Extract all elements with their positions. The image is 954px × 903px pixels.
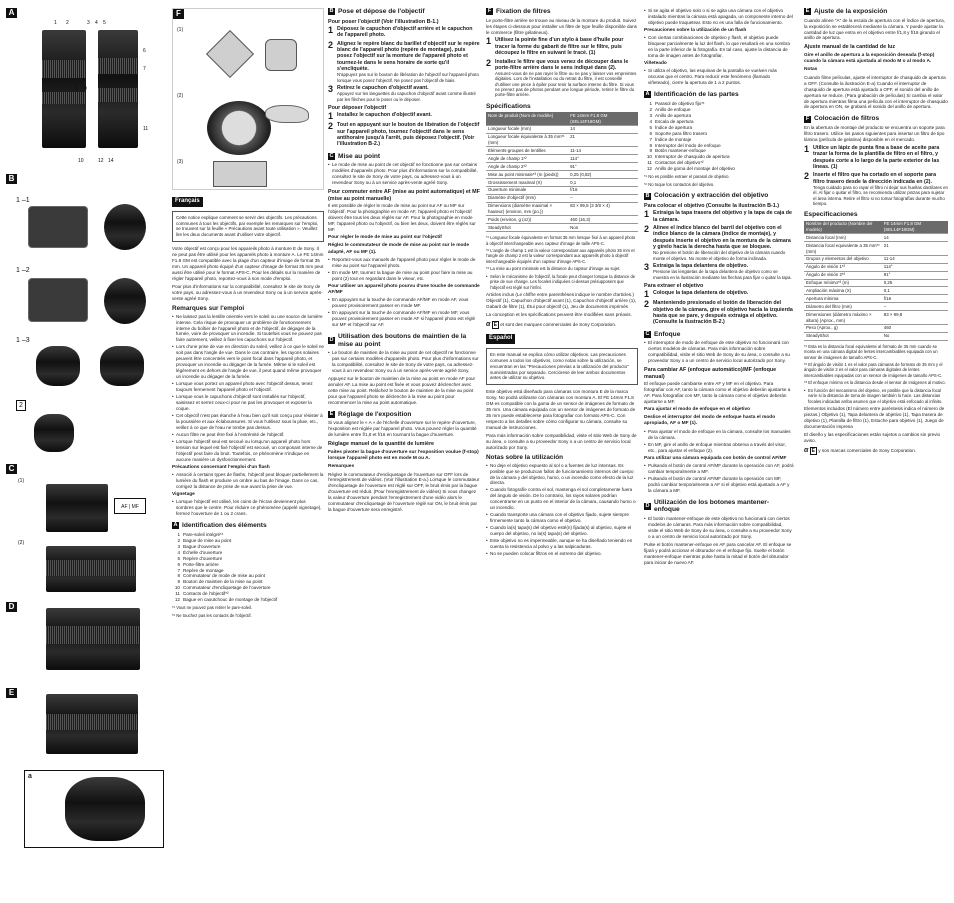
- list-item: • Pulsando el botón de control AF/MF durante la operación con MF, podrá cambiar temporalmente a AF si el objetivo está ajustado a AF y la cámara a MF.: [644, 476, 794, 494]
- list-item: 3 Retirez le capuchon d'objectif avant. Appuyez sur les languettes du capuchon d'objectif avant comme illustré par les flèches pour le poser ou le déposer.: [328, 84, 476, 102]
- aperture-click-switch-drawing: [65, 777, 145, 841]
- list-item: 2 Tout en appuyant sur le bouton de libération de l'objectif sur l'appareil photo, tournez l'objectif dans le sens antihoraire jusqu'à l'arrêt, puis déposez l'objectif. (Voir l'illustration B-2.): [328, 121, 480, 148]
- lens-attach-drawing: [104, 204, 146, 250]
- spec-table-es: [804, 221, 948, 341]
- notes-list-es-7: • Si se agita el objetivo solo o si se agita una cámara con el objetivo instalado mientras la cámara está apagada, un componente interno del objetivo puede traquetear. Esto no es una falla de funcionamiento.: [644, 8, 794, 26]
- flash-text-es: • Con ciertas combinaciones de objetivo y flash, el objetivo puede bloquear parcialmente la luz del flash, lo que resultará en una sombra en la parte inferior de la fotografía. En tal caso, ajuste la distancia de toma de imagen antes de fotografiar.: [644, 35, 794, 59]
- filter-cut-drawing: [265, 39, 297, 71]
- parts-note-es-1: *¹ No es posible extraer el parasol de objetivo.: [644, 174, 730, 180]
- figure-c-label: C: [6, 464, 17, 474]
- af-mf-label: AF | MF: [121, 504, 139, 510]
- lens-focus-ring-drawing: [46, 546, 136, 592]
- focus-heading-fr: C Mise au point: [329, 152, 381, 160]
- focus-text-es: • El interruptor de modo de enfoque de este objetivo no funcionará con ciertos modelos de cámaras. Para más información sobre compatibilidad, visite el sitio Web de Sony de su área, o consulte a su proveedor Sony o a un centro de servicio local autorizado por Sony.: [644, 340, 794, 364]
- filter-template-sheet: [213, 161, 267, 187]
- focus-heading-es: C Enfoque: [645, 330, 681, 338]
- list-item: 1 Installez le capuchon d'objectif avant.: [328, 111, 432, 122]
- mount-subheading-fr: Pour poser l'objectif (Voir l'illustration B-1.): [328, 18, 439, 25]
- list-item: • Cuando fotografíe contra el sol, mantenga el sol completamente fuera del ángulo de visión. De lo contrario, los rayos solares podrían concentrarse en un punto en el interior de la cámara, causando humo o un incendio.: [486, 487, 638, 511]
- callout-2: 2: [66, 20, 69, 26]
- table-row: Nombre del producto (Nombre del modelo) FE 14mm F1.8 GM (SEL14F18GM): [804, 221, 948, 234]
- table-row: SteadyShot Non: [486, 224, 638, 232]
- included-items-fr: Articles inclus (Le chiffre entre parenthèses indique le nombre d'articles.) Objectif (1), Capuchon d'objectif avant (1), Capuchon d'objectif arrière (1), Gabarit de filtre (1), Étui pour objectif (1), Jeu de documents imprimés: [486, 292, 637, 310]
- list-item: 5 Repère d'ouverture: [177, 555, 223, 561]
- af-mf-heading-fr: Pour commuter entre AF (mise au point automatique) et MF (mise au point manuelle): [328, 189, 480, 202]
- figure-d-label: D: [6, 602, 17, 612]
- language-banner-spanish: Español: [486, 334, 515, 344]
- intro-note-box-es: En este manual se explica cómo utilizar objetivos. Las precauciones comunes a todos los objetivos, como notas sobre la utilización, se encuentran en las "Precauciones previas a la utilización del producto" suministradas por separado. Cerciórese de leer ambos documentos antes de utilizar su objetivo.: [486, 348, 638, 385]
- lens-cap-drawing: [34, 414, 74, 452]
- figure-f2-label: (2): [177, 93, 184, 99]
- hold-text-fr-2: Appuyez sur le bouton de maintien de la mise au point en mode AF pour annuler AF. La mise au point est fixée et vous pouvez déclencher avec cette mise au point. Relâchez le bouton de maintien de la mise au point pour que l'appareil photo se déclenche à la mise au point pour recommencer la mise au point automatique.: [328, 375, 476, 405]
- table-row: Enfoque mínimo*³ (m) 0,25: [804, 279, 948, 287]
- manual-light-text-fr: Réglez le commutateur d'encliquetage de l'ouverture sur OFF lors de l'enregistrement de vidéos. (Voir l'illustration E-a.) Lorsque le commutateur d'encliquetage de l'ouverture est réglé sur OFF, le bruit émis par la bague d'ouverture est réduit. (Pour l'enregistrement de vidéos) Si vous changez la valeur d'ouverture pendant l'enregistrement d'une vidéo alors le commutateur d'encliquetage de l'ouverture réglé sur ON, le bruit émis par la bague d'ouverture sera enregistré.: [328, 471, 480, 513]
- figure-b1-label: 1 –1: [16, 197, 30, 204]
- callout-14: 14: [108, 158, 114, 164]
- flash-heading-es: Precauciones sobre la utilización de un flash: [644, 27, 747, 33]
- lens-focus-setting-bold-es: Deslice el interruptor del modo de enfoque hasta el modo apropiado, AF o MF (1).: [644, 415, 776, 427]
- table-row: Ángulo de visión 1*² 114°: [804, 263, 948, 271]
- manual-light-heading-fr: Réglage manuel de la quantité de lumière: [328, 441, 435, 448]
- list-item: 11 Contacts de l'objectif*²: [175, 591, 229, 597]
- hold-text-es-2: Pulse el botón mantener-enfoque en AF para cancelar AF. El enfoque se fijará y podrá accionar el obturador en el enfoque fijo. Suelte el botón mantener-enfoque mientras pulse hasta la mitad el botón del obturador para iniciar de nuevo AF.: [644, 541, 792, 565]
- table-row: Angle de champ 1*² 114°: [486, 155, 638, 163]
- figure-f: [172, 8, 324, 190]
- callout-8: 8: [75, 86, 78, 92]
- table-row: SteadyShot No: [804, 332, 948, 340]
- list-item: 10 Interruptor de chasquido de apertura: [646, 154, 730, 160]
- list-item: • Para ajustar el modo de enfoque en la cámara, consulte los manuales de la cámara.: [644, 429, 794, 441]
- list-item: 1 Utilisez la pointe fine d'un stylo à base d'huile pour tracer la forme du gabarit de filtre sur le filtre, puis découpez le filtre en suivant le tracé. (1): [486, 36, 624, 57]
- table-row: Diamètre d'objectif (mm) –: [486, 194, 638, 202]
- table-row: Éléments-groupes de lentilles 11-14: [486, 147, 638, 155]
- list-item: 3 Anillo de apertura: [649, 112, 692, 118]
- mount-heading-fr: B Pose et dépose de l'objectif: [329, 8, 425, 15]
- parts-note-fr-1: *¹ Vous ne pouvez pas retirer le pare-soleil.: [172, 605, 253, 611]
- figure-f3-label: (3): [177, 159, 184, 165]
- parts-heading-fr: A Identification des éléments: [173, 522, 267, 530]
- figure-b4-label: 2: [16, 400, 26, 411]
- list-item: 2 Installez le filtre que vous venez de découper dans le porte-filtre arrière dans le sens indiqué dans (2). Assurez-vous de ne pas rayer le filtre ou ne pas y laisser vos empreintes digitales. Lors de l'installation ou du retrait du filtre, il est conseillé d'utiliser une pince à épiler pour tenir la surface interne du filtre. Si vous ne prenez pas de photos pendant une longue période, retirez le filtre du porte-filtre arrière.: [486, 57, 637, 98]
- unmount-steps-fr: [328, 112, 480, 147]
- list-item: 1 Utilice un lápiz de punta fina a base de aceite para trazar la forma de la plantilla de filtro en el filtro, y después corte a lo largo de la parte exterior de las líneas. (1): [804, 143, 940, 170]
- e-mount-logo-es: E: [811, 447, 815, 454]
- hold-heading-es: D Utilización de los botones mantener-enfoque: [645, 498, 770, 514]
- manual-light-heading-es: Ajuste manual de la cantidad de luz: [804, 44, 896, 51]
- table-row: Distancia focal (mm) 14: [804, 234, 948, 242]
- filter-heading-fr: F Fixation de filtres: [487, 8, 551, 15]
- intro-text-fr: Votre objectif est conçu pour les appareils photo à monture E de Sony. Il ne peut pas être utilisé pour les appareils photo à monture A. Le FE 14mm F1.8 GM est compatible avec la plage d'un capteur d'image de format 35 mm. Un appareil photo équipé d'un capteur d'image de format 35 mm peut aussi être utilisé pour le format APS-C. Pour les détails sur la manière de régler l'appareil photo, reportez-vous à son mode d'emploi.: [172, 246, 324, 282]
- callout-7: 7: [143, 66, 146, 72]
- hold-text-es: • El botón mantener-enfoque de este objetivo no funcionará con ciertos modelos de cámaras. Para más información sobre compatibilidad, visite el sitio Web de Sony de su área, o consulte a su proveedor Sony o a un centro de servicio local autorizado por Sony.: [644, 516, 794, 540]
- filter-steps-es: [804, 145, 948, 206]
- list-item: 6 Porte-filtre arrière: [177, 561, 219, 567]
- figure-b2-label: 1 –2: [16, 267, 30, 274]
- list-item: 1 Déposez le capuchon d'objectif arrière et le capuchon de l'appareil photo.: [328, 25, 473, 39]
- list-item: 2 Inserte el filtro que ha cortado en el soporte para filtro trasero desde la dirección indicada en (2). Tenga cuidado para no rayar el filtro ni dejar sus huellas dactilares en él. Al fijar o quitar el filtro, se recomienda utilizar pinzas para sujetar el área interna. Retire el filtro si no tomar fotografías durante mucho tiempo.: [804, 171, 948, 206]
- figure-e-a-box: [24, 770, 164, 848]
- spec-note-fr-3: *³ La mise au point minimale est la distance du capteur d'image au sujet.: [486, 266, 621, 272]
- language-banner-french: Français: [172, 197, 203, 207]
- list-item: 1 Parasol de objetivo fijo*¹: [649, 100, 705, 106]
- figure-e: [6, 688, 166, 850]
- list-item: • Lorsque vous le capuchons d'objectif sont installés sur l'objectif, saisissez et serrez ceux-ci pour ne pas les provoquer et exposer la coque.: [172, 394, 324, 412]
- list-item: • Lorsque l'objectif seul est secoué ou lorsqu'un appareil photo hors tension sur lequel est fixé l'objectif est secoué, un composant interne de l'objectif peut faire du bruit. Toutefois, ce phénomène n'indique en aucune manière un dysfonctionnement.: [172, 439, 324, 463]
- list-item: 8 Commutateur de mode de mise au point: [177, 573, 265, 579]
- spec-note-es-1: *¹ Esta es la distancia focal equivalente al formato de 35 mm cuando se monta en una cámara digital de lentes intercambiables equipada con un sensor de imágenes de tamaño APS-C.: [804, 343, 938, 360]
- lens-drawing-front: [42, 30, 86, 148]
- list-item: • Cuando la(s) tapa(s) del objetivo esté(n) fijada(s) al objetivo, sujete el cuerpo del objetivo, no la(s) tapa(s) del objetivo.: [486, 525, 638, 537]
- front-cap-drawing-2: [100, 346, 144, 386]
- table-row: Ángulo de visión 2*² 91°: [804, 271, 948, 279]
- list-item: 3 Extraiga la tapa delantera de objetivo. Presione las lengüetas de la tapa delantera de objetivo como se muestra en la ilustración mediante las flechas para fijar o quitar la tapa.: [644, 261, 792, 280]
- af-mf-text-fr: Il est possible de régler le mode de mise au point sur AF ou MF sur l'objectif. Pour la photographie en mode AF, l'appareil photo et l'objectif doivent être tous les deux réglés sur AF. Pour la photographie en mode MF, l'appareil photo ou l'objectif, ou bien les deux, doivent être réglés sur MF.: [328, 203, 476, 233]
- callout-4: 4: [95, 20, 98, 26]
- lens-aperture-ring-drawing: [46, 694, 138, 754]
- list-item: 10 Commutateur d'encliquetage de l'ouverture: [174, 585, 271, 591]
- list-item: • Ne laissez pas la lentille orientée vers le soleil ou une source de lumière intense. Cela risque de provoquer un problème de fonctionnement interne du boîtier de l'appareil photo et de l'objectif, de dégager de la fumée, voire de provoquer un incendie. Si toutefois vous ne pouvez pas faire autrement, veillez à fixer les capuchons sur l'objectif.: [172, 314, 324, 344]
- figure-a-label: A: [6, 8, 17, 18]
- af-mf-switch-detail: [114, 498, 146, 514]
- lens-focus-setting-bold-fr: Réglez le commutateur de mode de mise au point sur le mode adapté, AF ou MF (1).: [328, 243, 470, 255]
- table-row: Ampliación máxima (X) 0,1: [804, 287, 948, 295]
- hold-heading-fr: D Utilisation des boutons de maintien de la mise au point: [329, 332, 467, 348]
- table-row: Grupos y elementos del objetivo 11-14: [804, 255, 948, 263]
- figure-a: [6, 8, 166, 170]
- list-item: 5 Índice de apertura: [649, 124, 693, 130]
- list-item: 8 Interruptor del modo de enfoque: [649, 142, 721, 148]
- callout-6: 6: [143, 48, 146, 54]
- figure-d: [6, 602, 166, 684]
- callout-3: 3: [87, 20, 90, 26]
- remarks-heading-fr: Remarques sur l'emploi: [172, 304, 245, 312]
- list-item: 7 Repère de montage: [177, 567, 224, 573]
- notes-list-es: [486, 463, 638, 558]
- filter-heading-es: F Colocación de filtros: [805, 115, 880, 123]
- af-mf-button-heading-es: Para utilizar una cámara equipada con botón de control AF/MF: [644, 455, 787, 461]
- mount-steps-es: [644, 210, 794, 280]
- unmount-subheading-es: Para extraer el objetivo: [644, 282, 704, 289]
- mount-subheading-es: Para colocar el objetivo (Consulte la ilustración B-1.): [644, 202, 780, 209]
- lens-detach-drawing: [104, 278, 146, 324]
- table-row: Dimensions (diamètre maximal × hauteur) (environ, mm (po.)) 83 × 99,8 (3 3/8 × 4): [486, 202, 638, 216]
- hold-text-fr: • Le bouton de maintien de la mise au point de cet objectif ne fonctionne pas sur certains modèles d'appareils photo. Pour plus d'informations sur la compatibilité, consultez le site de Sony de votre pays, ou adressez-vous à un revendeur Sony ou à un service après-vente agréé Sony.: [328, 350, 480, 374]
- spec-table-fr: [486, 112, 638, 232]
- figure-c2-label: (2): [18, 540, 25, 546]
- design-note-es: El diseño y las especificaciones están sujetos a cambios sin previo aviso.: [804, 432, 941, 444]
- spec-heading-fr: Spécifications: [486, 102, 531, 110]
- list-item: 2 Anillo de enfoque: [649, 106, 691, 112]
- vignetting-heading-fr: Vignetage: [172, 491, 195, 497]
- list-item: 3 Bague d'ouverture: [177, 543, 221, 549]
- exposure-heading-es: E Ajuste de la exposición: [805, 8, 888, 15]
- mount-steps-fr: [328, 26, 480, 102]
- list-item: • No deje el objetivo expuesto al sol o a fuentes de luz intensas. Es posible que se produzcan fallos de funcionamiento internos del cuerpo de la cámara y del objetivo, humo, o un incendio como efecto de la luz directa.: [486, 463, 638, 487]
- list-item: 1 Extraiga la tapa trasera del objetivo y la tapa de caja de la cámara.: [644, 209, 792, 223]
- exposure-text-fr: Si vous alignez le « A » de l'échelle d'ouverture sur le repère d'ouverture, l'exposition est réglée par l'appareil photo. Vous pouvez régler la quantité de lumière entre f/1,8 et f/16 en tournant la bague d'ouverture.: [328, 420, 477, 438]
- vignetting-text-fr: • Lorsque l'objectif est utilisé, les coins de l'écran deviennent plus sombres que le centre. Pour réduire ce phénomène (appelé vignetage), fermez l'ouverture de 1 ou 2 crans.: [172, 499, 324, 517]
- filter-text-fr: Le porte-filtre arrière se trouve au niveau de la monture du produit. Suivez les étapes ci-dessous pour installer un filtre de type feuille disponible dans le commerce (filtre gélatineux).: [486, 17, 637, 35]
- manual-light-remarks-es: Notas: [804, 67, 818, 73]
- intro-text-es: Este objetivo está diseñado para cámaras con montura E de la marca Sony. No podrá utilizarse con cámaras con montura A. El FE 14mm F1.8 GM es compatible con la gama de un sensor de imágenes de formato de 35 mm. Una cámara equipada con un sensor de imágenes de formato de 35 mm puede establecerse para fotografiar con formato APS-C. Con respecto a los detalles sobre cómo configurar su cámara, consulte su manual de instrucciones.: [486, 389, 636, 430]
- focus-text-fr: • Le mode de mise au point de cet objectif ne fonctionne pas sur certains modèles d'appareils photo. Pour plus d'informations sur la compatibilité, consultez le site de Sony de votre pays, ou adressez-vous à un revendeur Sony ou à un service après-vente agréé Sony.: [328, 162, 480, 186]
- callout-9: 9: [84, 86, 87, 92]
- filter-text-es: En la abertura de montaje del producto se encuentra un soporte para filtro trasero. Utilice los pasos siguientes para insertar un filtro de tipo lámina (película de gelatina) disponible en el mercado.: [804, 125, 945, 142]
- manual-light-bold-es: Gire el anillo de apertura a la exposición deseada (f-stop) cuando la cámara está ajustada al modo M o al modo A.: [804, 52, 935, 65]
- list-item: 4 Escala de apertura: [649, 118, 694, 124]
- intro-text-es-2: Para más información sobre compatibilidad, visite el sitio Web de Sony de su área, o consulte a su proveedor Sony o a un centro de servicio local autorizado por Sony.: [486, 432, 637, 450]
- callout-5: 5: [103, 20, 106, 26]
- remarks-list-fr: [172, 314, 324, 463]
- manual-light-remarks-fr: Remarques: [328, 464, 355, 470]
- list-item: 2 Alinee el índice blanco del barril del objetivo con el índice blanco de la cámara (índice de montaje), y después inserte el objetivo en la montura de la cámara y gírelo hacia la derecha hasta que se bloquee. No presione el botón de liberación del objetivo de la cámara cuando monte el objetivo. No monte el objetivo de forma inclinada.: [644, 224, 791, 261]
- lens-rear-drawing: [207, 101, 271, 155]
- list-item: • Reportez-vous aux manuels de l'appareil photo pour régler le mode de mise au point sur l'appareil photo.: [328, 257, 480, 269]
- list-item: 12 Anillo de goma del montaje del objetivo: [646, 166, 735, 172]
- flash-text-fr: • Associé à certains types de flashs, l'objectif peut bloquer partiellement la lumière du flash et produire un ombre au bas de l'image. Dans ce cas, corrigez la distance de prise de vue avant la prise de vue.: [172, 472, 324, 490]
- list-item: • Cet objectif n'est pas étanche à l'eau bien qu'il soit conçu pour résister à la poussière et aux éclaboussures. Si vous l'utilisez sous la pluie, etc., veillez à ce que de l'eau ne tombe pas dessus.: [172, 413, 324, 431]
- list-item: 9 Bouton de maintien de la mise au point: [177, 579, 263, 585]
- callout-12: 12: [98, 158, 104, 164]
- figure-c1-label: (1): [18, 478, 25, 484]
- list-item: 6 Soporte para filtro trasero: [649, 130, 708, 136]
- spec-note-es-3: *³ El enfoque mínimo es la distancia desde el sensor de imágenes al motivo.: [804, 380, 946, 386]
- filter-steps-fr: [486, 37, 638, 97]
- callout-1: 1: [54, 20, 57, 26]
- figure-b-label: B: [6, 174, 17, 184]
- intro-note-box-fr: Cette notice explique comment se servir des objectifs. Les précautions communes à tous les objectifs, par exemple les remarques sur l'emploi, se trouvent sur la feuille « Précautions avant toute utilisation ». Veuillez lire les deux documents avant d'utiliser votre objectif.: [172, 211, 324, 242]
- parts-note-fr-2: *² Ne touchez pas les contacts de l'objectif.: [172, 612, 252, 618]
- exposure-text-es: Cuando alinee "A" de la escala de apertura con el índice de apertura, la exposición se establecerá mediante la cámara. Y puede ajustar la cantidad de luz que entra en el objetivo entre f/1,8 y f/16 girando el anillo de apertura.: [804, 17, 945, 41]
- included-items-es: Elementos incluidos (El número entre paréntesis indica el número de piezas.) Objetivo (1), Tapa delantera de objetivo (1), Tapa trasera de objetivo (1), Plantilla de filtro (1), Estuche para objetivo (1), Juego de documentación impresa: [804, 406, 945, 430]
- table-row: Longueur focale équivalente à 35 mm*¹ (mm) 21: [486, 133, 638, 147]
- flash-heading-fr: Précautions concernant l'emploi d'un flash: [172, 464, 270, 470]
- table-row: Mise au point minimale*³ (m (pieds)) 0,25 (0,82): [486, 171, 638, 179]
- list-item: • Pulsando el botón de control AF/MF durante la operación con AF, podrá cambiar temporalmente a MF.: [644, 463, 794, 475]
- list-item: • Aucun filtre ne peut être fixé à l'extrémité de l'objectif.: [172, 432, 324, 438]
- list-item: 2 Manteniendo presionado el botón de liberación del objetivo de la cámara, gire el objetivo hacia la izquierda hasta que se pare, y después extraiga el objetivo. (Consulte la ilustración B-2.): [644, 299, 793, 326]
- spec-heading-es: Especificaciones: [804, 211, 858, 219]
- spanish-column-2: [804, 8, 948, 457]
- unmount-subheading-fr: Pour déposer l'objectif: [328, 104, 387, 111]
- table-row: Nom de produit (Nom de modèle) FE 14mm F1.8 GM (SEL14F18GM): [486, 112, 638, 125]
- table-row: Distancia focal equivalente a 35 mm*¹ (mm) 21: [804, 242, 948, 256]
- figure-e-label: E: [6, 688, 17, 698]
- spec-note-fr-1: *¹ Longueur focale équivalente en format 35 mm lorsque fixé à un appareil photo à objectif interchangeable avec capteur d'image de taille APS-C.: [486, 235, 636, 246]
- intro-text-fr-2: Pour plus d'informations sur la compatibilité, consultez le site de Sony de votre pays, ou adressez-vous à un revendeur Sony ou à un service après-vente agréé Sony.: [172, 283, 323, 301]
- list-item: • Este objetivo no es impermeable, aunque se ha diseñado teniendo en cuenta la resistencia al polvo y a las salpicaduras.: [486, 538, 638, 550]
- tweezers-drawing: [265, 105, 309, 123]
- table-row: Longueur focale (mm) 14: [486, 125, 638, 133]
- list-item: • Cuando transporte una cámara con el objetivo fijado, sujete siempre firmemente tanto la cámara como el objetivo.: [486, 512, 638, 524]
- front-cap-drawing: [36, 346, 80, 386]
- callout-10: 10: [78, 158, 84, 164]
- af-mf-text-es: El enfoque puede cambiarse entre AF y MF en el objetivo. Para fotografiar con AF, tanto la cámara como el objetivo deberán ajustarse a AF. Para fotografiar con MF, tanto la cámara como el objetivo deberán ajustarse a MF.: [644, 381, 791, 405]
- af-mf-button-heading-fr: Pour utiliser un appareil photo pourvu d'une touche de commande AF/MF: [328, 283, 480, 295]
- trademark-es: α E y son marcas comerciales de Sony Corporation.: [804, 446, 917, 454]
- table-row: Ouverture minimale f/16: [486, 186, 638, 194]
- figure-column: [6, 8, 166, 854]
- figure-c: [6, 464, 166, 598]
- table-row: Angle de champ 2*² 91°: [486, 163, 638, 171]
- figure-e-a-label: a: [28, 773, 32, 780]
- lens-hold-button-drawing: [46, 608, 140, 670]
- table-row: Grossissement maximal (X) 0,1: [486, 178, 638, 186]
- unmount-steps-es: [644, 290, 794, 325]
- notes-heading-es: Notas sobre la utilización: [486, 453, 564, 461]
- list-item: 11 Contactos del objetivo*²: [647, 160, 704, 166]
- parts-heading-es: A Identificación de las partes: [645, 91, 739, 99]
- list-item: 1 Pare-soleil intégré*¹: [177, 531, 224, 537]
- list-item: • En appuyant sur la touche de commande AF/MF en mode AF, vous pouvez provisoirement passer en mode MF.: [328, 297, 480, 309]
- list-item: • En mode MF, tournez la bague de mise au point pour faire la mise au point (2) tout en regardant dans le viseur, etc.: [328, 270, 480, 282]
- table-row: Dimensiones (diámetro máximo × altura) (Aprox., mm) 83 × 99,8: [804, 311, 948, 325]
- list-item: 2 Bague de mise au point: [177, 537, 232, 543]
- alpha-logo: α: [486, 321, 491, 329]
- spec-note-fr-4: • Selon le mécanisme de l'objectif, la focale peut changer lorsque la distance de prise de vue change. Les focales indiquées ci-dessus présupposent que l'objectif est réglé sur l'infini.: [486, 274, 638, 290]
- callout-11: 11: [143, 126, 149, 132]
- table-row: Apertura mínima f/16: [804, 295, 948, 303]
- spec-note-es-2: *² El ángulo de visión 1 es el valor para cámaras de formato de 35 mm y el ángulo de visión 2 es el valor para cámaras digitales de lentes intercambiables equipadas con un sensor de imágenes de tamaño APS-C.: [804, 362, 943, 378]
- parts-list-es: [644, 101, 794, 173]
- list-item: • No se pueden colocar filtros en el extremo del objetivo.: [486, 551, 638, 557]
- exposure-heading-fr: E Réglage de l'exposition: [329, 410, 412, 418]
- parts-list-fr: [172, 532, 324, 604]
- french-column-2: [328, 8, 480, 515]
- lens-focus-setting-heading-fr: Pour régler le mode de mise au point sur l'objectif: [328, 235, 442, 241]
- vignetting-text-es: • Si utiliza el objetivo, las esquinas de la pantalla se vuelven más oscuras que el centro. Para reducir este fenómeno (llamado viñeteado), cierre la apertura de 1 a 2 puntos.: [644, 68, 794, 86]
- vignetting-heading-es: Viñeteado: [644, 61, 667, 67]
- af-mf-heading-es: Para cambiar AF (enfoque automático)/MF (enfoque manual): [644, 367, 777, 380]
- figure-b3-label: 1 –3: [16, 337, 30, 344]
- figure-b: [6, 174, 166, 460]
- trademark-fr: α E et sont des marques commerciales de Sony Corporation.: [486, 321, 617, 329]
- manual-light-bold-fr: Faites pivoter la bague d'ouverture sur l'exposition voulue (f-stop) lorsque l'appareil photo est en mode M ou A.: [328, 449, 479, 462]
- alpha-logo-es: α: [804, 446, 809, 454]
- filter-template-drawing: [206, 30, 254, 78]
- list-item: • En MF, gire el anillo de enfoque mientras observa a través del visor, etc., para ajustar el enfoque (2).: [644, 442, 794, 454]
- figure-f-label: F: [173, 9, 184, 19]
- spec-note-es-4: • En función del mecanismo del objetivo, es posible que la distancia focal varíe si la distancia de toma de imagen también lo hace. Las distancias focales indicadas arriba asumen que el objetivo está enfocado al infinito.: [804, 388, 948, 404]
- list-item: 1 Coloque la tapa delantera de objetivo.: [644, 289, 749, 300]
- camera-body-drawing: [28, 206, 88, 248]
- camera-body-drawing-2: [28, 278, 88, 322]
- manual-light-text-es: Cuando filme películas, ajuste el interruptor de chasquido de apertura a OFF. (Consulte la ilustración E-a) Cuando el interruptor de chasquido de apertura está ajustado a OFF, el sonido del anillo de apertura se reduce. (Para grabación de películas) Si cambia el valor de apertura mientras filma una película con el interruptor de chasquido de apertura en ON, se grabará el sonido del anillo de apertura.: [804, 74, 948, 110]
- spec-note-fr-2: *² L'angle de champ 1 est la valeur correspondant aux appareils photo 35 mm et l'angle de champ 2 est la valeur correspondant aux appareils photo à objectif interchangeable équipés d'un capteur d'image APS-C.: [486, 248, 635, 264]
- lens-focus-switch-drawing: [46, 484, 108, 532]
- list-item: 7 Índice de montaje: [649, 136, 692, 142]
- design-note-fr: La conception et les spécifications peuvent être modifiées sans préavis.: [486, 312, 632, 318]
- list-item: • En appuyant sur la touche de commande AF/MF en mode MF, vous pouvez provisoirement passer en mode AF si l'appareil photo est réglé sur MF et l'objectif sur AF.: [328, 310, 480, 328]
- french-column-1: [172, 8, 324, 620]
- parts-note-es-2: *² No toque los contactos del objetivo.: [644, 181, 715, 187]
- list-item: 4 Échelle d'ouverture: [177, 549, 223, 555]
- list-item: • Lorsque vous portez un appareil photo avec l'objectif dessus, tenez toujours fermement l'appareil photo et l'objectif.: [172, 381, 324, 393]
- spanish-column-1: [644, 8, 794, 568]
- lens-drawing-side: [98, 30, 138, 148]
- list-item: • Lors d'une prise de vue en direction du soleil, veillez à ce que le soleil ne soit pas dans l'angle de vue. Dans le cas contraire, les rayons solaires peuvent être concentrés vers le point focal dans l'appareil photo, et provoquer un incendie ou dégager de la fumée. Même si le soleil est légèrement en dehors de l'angle de vue, il peut quand même provoquer un incendie ou dégager de la fumée.: [172, 344, 324, 380]
- list-item: 9 Botón mantener-enfoque: [649, 148, 706, 154]
- french-column-3: [486, 8, 638, 559]
- lens-focus-setting-heading-es: Para ajustar el modo de enfoque en el objetivo: [644, 407, 751, 413]
- list-item: 12 Bague en caoutchouc de montage de l'objectif: [174, 597, 278, 603]
- e-mount-logo: E: [493, 322, 497, 329]
- table-row: Peso (Aprox., g) 460: [804, 324, 948, 332]
- list-item: 2 Alignez le repère blanc du barillet d'objectif sur le repère blanc de l'appareil photo (repère de montage), puis posez l'objectif sur la monture de l'appareil photo et tournez-le dans le sens horaire de sorte qu'il s'encliquète. N'appuyez pas sur le bouton de libération de l'objectif sur l'appareil photo lorsque vous posez l'objectif. Ne posez pas l'objectif de biais.: [328, 39, 480, 83]
- table-row: Diámetro del filtro (mm) –: [804, 303, 948, 311]
- mount-heading-es: B Colocación y extracción del objetivo: [645, 192, 769, 200]
- figure-f1-label: (1): [177, 27, 184, 33]
- table-row: Poids (environ, g (oz)) 460 (16,3): [486, 216, 638, 224]
